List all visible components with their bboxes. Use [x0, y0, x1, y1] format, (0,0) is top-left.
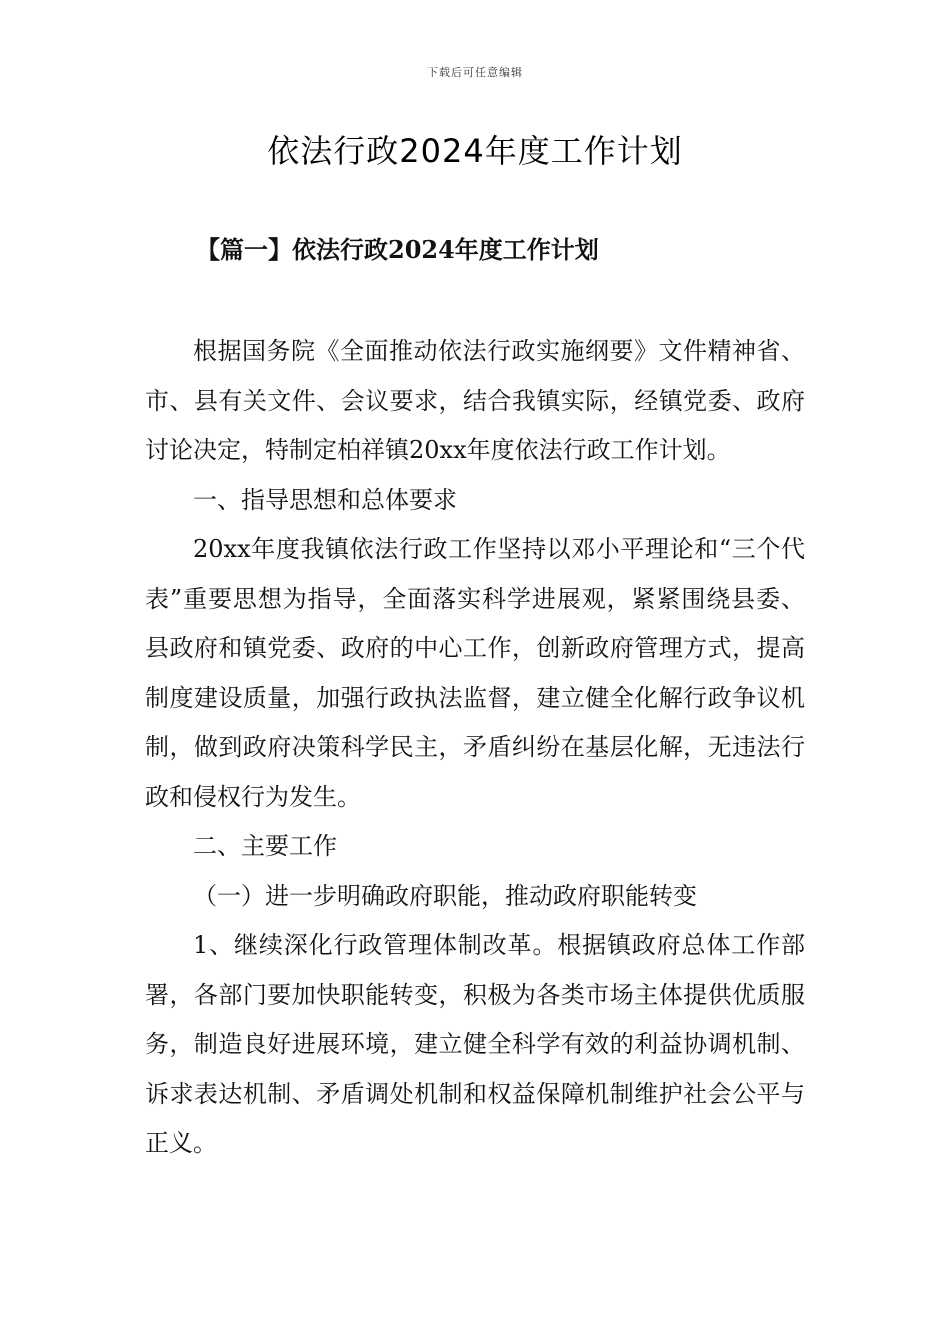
- document-title: 依法行政2024年度工作计划: [267, 132, 683, 170]
- document-body: [145, 327, 805, 1169]
- section-title: 【篇一】依法行政2024年度工作计划: [196, 235, 599, 264]
- intro-paragraph: 根据国务院《全面推动依法行政实施纲要》文件精神省、市、县有关文件、会议要求，结合我镇实际，经镇党委、政府讨论决定，特制定柏祥镇20xx年度依法行政工作计划。: [145, 337, 805, 464]
- heading-main-work: 二、主要工作: [193, 832, 337, 860]
- item-1-paragraph: 1、继续深化行政管理体制改革。根据镇政府总体工作部署，各部门要加快职能转变，积极为各类市场主体提供优质服务，制造良好进展环境，建立健全科学有效的利益协调机制、诉求表达机制、矛盾调处机制和权益保障机制维护社会公平与正义。: [145, 931, 805, 1157]
- header-note: 下载后可任意编辑: [427, 66, 523, 79]
- heading-guiding-principles: 一、指导思想和总体要求: [193, 485, 457, 514]
- guiding-principles-paragraph: 20xx年度我镇依法行政工作坚持以邓小平理论和“三个代表”重要思想为指导，全面落实科学进展观，紧紧围绕县委、县政府和镇党委、政府的中心工作，创新政府管理方式，提高制度建设质量，加强行政执法监督，建立健全化解行政争议机制，做到政府决策科学民主，矛盾纠纷在基层化解，无违法行政和侵权行为发生。: [145, 535, 805, 811]
- subheading-government-functions: （一）进一步明确政府职能，推动政府职能转变: [193, 881, 697, 910]
